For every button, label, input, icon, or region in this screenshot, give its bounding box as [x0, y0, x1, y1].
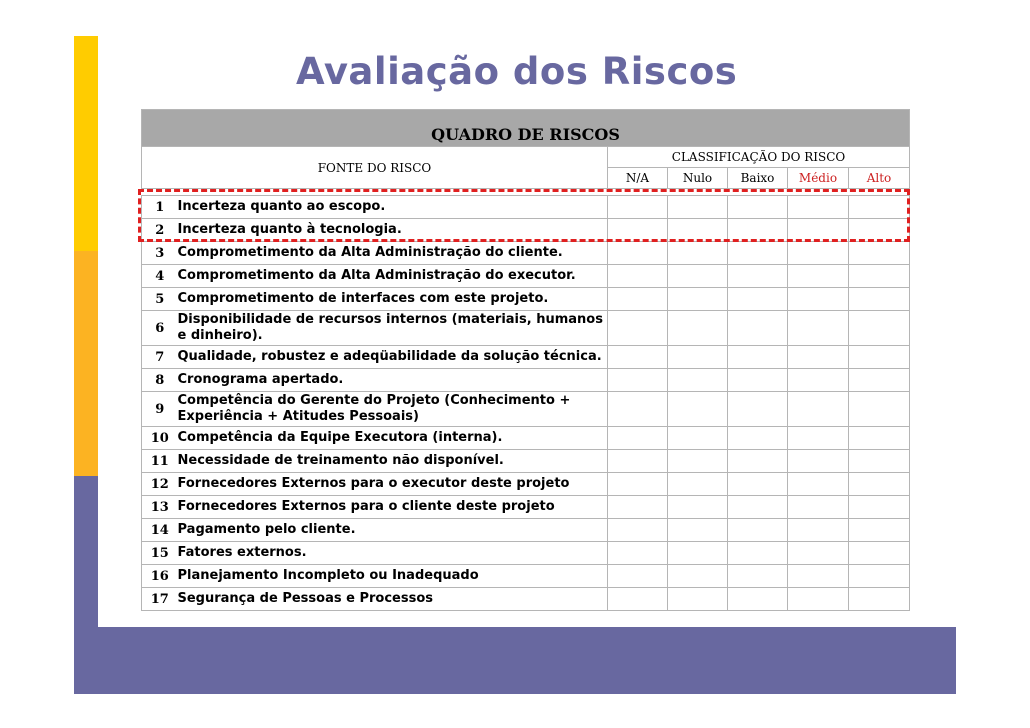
- rating-cell-alto[interactable]: [849, 427, 910, 450]
- table-row: [142, 427, 910, 450]
- rating-cell-medio[interactable]: [788, 369, 849, 392]
- risk-source-text: Pagamento pelo cliente.: [178, 519, 608, 542]
- rating-cell-medio[interactable]: [788, 542, 849, 565]
- rating-cell-na[interactable]: [608, 392, 668, 427]
- row-number: 3: [142, 242, 178, 265]
- row-number: 11: [142, 450, 178, 473]
- risk-source-text: Incerteza quanto ao escopo.: [178, 196, 608, 219]
- rating-cell-na[interactable]: [608, 588, 668, 611]
- risk-source-text: Fornecedores Externos para o executor deste projeto: [178, 473, 608, 496]
- rating-cell-nulo[interactable]: [668, 288, 728, 311]
- row-number: 1: [142, 196, 178, 219]
- table-row: [142, 519, 910, 542]
- risk-source-text: Comprometimento da Alta Administração do cliente.: [178, 242, 608, 265]
- rating-cell-baixo[interactable]: [728, 496, 788, 519]
- rating-cell-alto[interactable]: [849, 219, 910, 242]
- table-row: [142, 288, 910, 311]
- rating-cell-nulo[interactable]: [668, 346, 728, 369]
- rating-cell-medio[interactable]: [788, 450, 849, 473]
- rating-cell-nulo[interactable]: [668, 473, 728, 496]
- level-medio: Médio: [788, 168, 849, 189]
- rating-cell-nulo[interactable]: [668, 392, 728, 427]
- rating-cell-baixo[interactable]: [728, 392, 788, 427]
- rating-cell-na[interactable]: [608, 242, 668, 265]
- risk-source-text: Qualidade, robustez e adeqüabilidade da solução técnica.: [178, 346, 608, 369]
- rating-cell-alto[interactable]: [849, 392, 910, 427]
- rating-cell-medio[interactable]: [788, 565, 849, 588]
- risk-source-text: Planejamento Incompleto ou Inadequado: [178, 565, 608, 588]
- rating-cell-nulo[interactable]: [668, 369, 728, 392]
- rating-cell-na[interactable]: [608, 450, 668, 473]
- rating-cell-medio[interactable]: [788, 265, 849, 288]
- rating-cell-medio[interactable]: [788, 473, 849, 496]
- rating-cell-baixo[interactable]: [728, 427, 788, 450]
- table-row: [142, 450, 910, 473]
- risk-source-text: Incerteza quanto à tecnologia.: [178, 219, 608, 242]
- table-row: [142, 311, 910, 346]
- rating-cell-na[interactable]: [608, 565, 668, 588]
- rating-cell-medio[interactable]: [788, 427, 849, 450]
- rating-cell-na[interactable]: [608, 473, 668, 496]
- rating-cell-nulo[interactable]: [668, 427, 728, 450]
- rating-cell-alto[interactable]: [849, 450, 910, 473]
- rating-cell-alto[interactable]: [849, 242, 910, 265]
- rating-cell-na[interactable]: [608, 496, 668, 519]
- rating-cell-na[interactable]: [608, 311, 668, 346]
- rating-cell-medio[interactable]: [788, 311, 849, 346]
- rating-cell-baixo[interactable]: [728, 196, 788, 219]
- rating-cell-baixo[interactable]: [728, 346, 788, 369]
- rating-cell-alto[interactable]: [849, 496, 910, 519]
- rating-cell-alto[interactable]: [849, 311, 910, 346]
- risk-source-text: Fatores externos.: [178, 542, 608, 565]
- rating-cell-medio[interactable]: [788, 519, 849, 542]
- risk-source-text: Comprometimento de interfaces com este projeto.: [178, 288, 608, 311]
- rating-cell-alto[interactable]: [849, 369, 910, 392]
- level-nulo: Nulo: [668, 168, 728, 189]
- rating-cell-medio[interactable]: [788, 288, 849, 311]
- table-row: [142, 542, 910, 565]
- rating-cell-nulo[interactable]: [668, 542, 728, 565]
- rating-cell-na[interactable]: [608, 265, 668, 288]
- level-na: N/A: [608, 168, 668, 189]
- row-number: 2: [142, 219, 178, 242]
- rating-cell-nulo[interactable]: [668, 219, 728, 242]
- row-number: 16: [142, 565, 178, 588]
- rating-cell-nulo[interactable]: [668, 565, 728, 588]
- table-header: QUADRO DE RISCOS: [142, 110, 910, 147]
- rating-cell-medio[interactable]: [788, 392, 849, 427]
- decor-bar-purple-horizontal: [74, 627, 956, 694]
- rating-cell-medio[interactable]: [788, 242, 849, 265]
- row-number: 15: [142, 542, 178, 565]
- rating-cell-na[interactable]: [608, 542, 668, 565]
- rating-cell-baixo[interactable]: [728, 265, 788, 288]
- table-row: [142, 565, 910, 588]
- row-number: 7: [142, 346, 178, 369]
- rating-cell-baixo[interactable]: [728, 588, 788, 611]
- rating-cell-nulo[interactable]: [668, 265, 728, 288]
- rating-cell-alto[interactable]: [849, 346, 910, 369]
- rating-cell-medio[interactable]: [788, 196, 849, 219]
- rating-cell-medio[interactable]: [788, 496, 849, 519]
- rating-cell-medio[interactable]: [788, 346, 849, 369]
- table-row: [142, 219, 910, 242]
- rating-cell-alto[interactable]: [849, 519, 910, 542]
- row-number: 8: [142, 369, 178, 392]
- table-row: [142, 369, 910, 392]
- row-number: 6: [142, 311, 178, 346]
- rating-cell-alto[interactable]: [849, 473, 910, 496]
- rating-cell-na[interactable]: [608, 369, 668, 392]
- risk-source-text: Competência da Equipe Executora (interna).: [178, 427, 608, 450]
- row-number: 13: [142, 496, 178, 519]
- rating-cell-medio[interactable]: [788, 588, 849, 611]
- decor-bar-yellow: [74, 36, 98, 251]
- rating-cell-nulo[interactable]: [668, 311, 728, 346]
- rating-cell-na[interactable]: [608, 519, 668, 542]
- rating-cell-alto[interactable]: [849, 265, 910, 288]
- table-row: [142, 196, 910, 219]
- rating-cell-nulo[interactable]: [668, 496, 728, 519]
- level-baixo: Baixo: [728, 168, 788, 189]
- rating-cell-alto[interactable]: [849, 565, 910, 588]
- classificacao-header: CLASSIFICAÇÃO DO RISCO: [608, 147, 910, 168]
- table-row: [142, 265, 910, 288]
- row-number: 9: [142, 392, 178, 427]
- table-row: [142, 242, 910, 265]
- level-alto: Alto: [849, 168, 910, 189]
- table-row: [142, 392, 910, 427]
- rating-cell-medio[interactable]: [788, 219, 849, 242]
- rating-cell-baixo[interactable]: [728, 519, 788, 542]
- row-number: 10: [142, 427, 178, 450]
- risk-source-text: Comprometimento da Alta Administração do executor.: [178, 265, 608, 288]
- row-number: 5: [142, 288, 178, 311]
- rating-cell-baixo[interactable]: [728, 288, 788, 311]
- rating-cell-baixo[interactable]: [728, 369, 788, 392]
- rating-cell-baixo[interactable]: [728, 450, 788, 473]
- table-row: [142, 496, 910, 519]
- table-row: [142, 473, 910, 496]
- slide-title: Avaliação dos Riscos: [296, 50, 738, 93]
- rating-cell-baixo[interactable]: [728, 542, 788, 565]
- rating-cell-na[interactable]: [608, 288, 668, 311]
- rating-cell-na[interactable]: [608, 346, 668, 369]
- risk-table: [141, 109, 910, 611]
- decor-bar-orange: [74, 251, 98, 476]
- rating-cell-baixo[interactable]: [728, 565, 788, 588]
- risk-source-text: Segurança de Pessoas e Processos: [178, 588, 608, 611]
- rating-cell-na[interactable]: [608, 196, 668, 219]
- risk-source-text: Necessidade de treinamento não disponível.: [178, 450, 608, 473]
- rating-cell-alto[interactable]: [849, 196, 910, 219]
- table-row: [142, 588, 910, 611]
- risk-source-text: Cronograma apertado.: [178, 369, 608, 392]
- risk-source-text: Disponibilidade de recursos internos (materiais, humanos e dinheiro).: [178, 311, 608, 346]
- rating-cell-nulo[interactable]: [668, 588, 728, 611]
- rating-cell-baixo[interactable]: [728, 311, 788, 346]
- rating-cell-nulo[interactable]: [668, 519, 728, 542]
- rating-cell-baixo[interactable]: [728, 473, 788, 496]
- rating-cell-alto[interactable]: [849, 288, 910, 311]
- rating-cell-baixo[interactable]: [728, 242, 788, 265]
- row-number: 14: [142, 519, 178, 542]
- rating-cell-nulo[interactable]: [668, 242, 728, 265]
- rating-cell-baixo[interactable]: [728, 219, 788, 242]
- table-row: [142, 346, 910, 369]
- risk-source-text: Competência do Gerente do Projeto (Conhecimento + Experiência + Atitudes Pessoais): [178, 392, 608, 427]
- rating-cell-nulo[interactable]: [668, 450, 728, 473]
- rating-cell-na[interactable]: [608, 427, 668, 450]
- row-number: 4: [142, 265, 178, 288]
- row-number: 12: [142, 473, 178, 496]
- rating-cell-nulo[interactable]: [668, 196, 728, 219]
- fonte-header: FONTE DO RISCO: [142, 147, 608, 189]
- row-number: 17: [142, 588, 178, 611]
- rating-cell-alto[interactable]: [849, 588, 910, 611]
- risk-source-text: Fornecedores Externos para o cliente deste projeto: [178, 496, 608, 519]
- rating-cell-na[interactable]: [608, 219, 668, 242]
- rating-cell-alto[interactable]: [849, 542, 910, 565]
